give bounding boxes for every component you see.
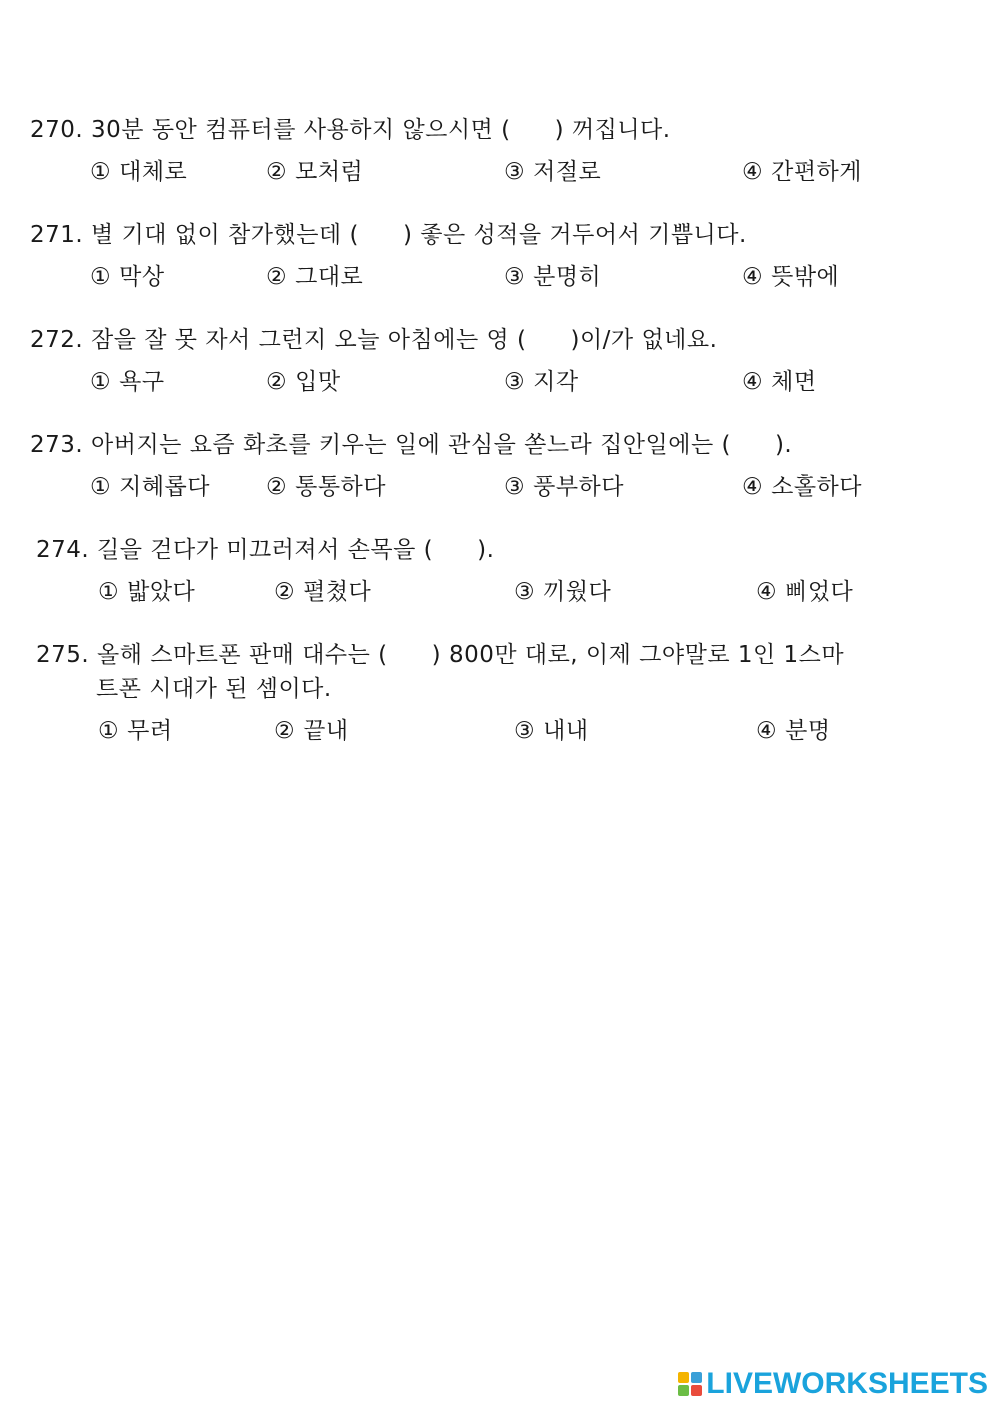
question-stem <box>30 218 970 252</box>
stem-text-after: ). <box>774 432 793 458</box>
choice-number: ④ <box>756 718 778 744</box>
choice-text: 소홀하다 <box>771 474 862 500</box>
question-stem <box>30 323 970 357</box>
choice-number: ② <box>266 474 288 500</box>
liveworksheets-logo[interactable] <box>678 1366 988 1402</box>
stem-text-after: ). <box>477 537 495 563</box>
choice-number: ④ <box>742 264 764 290</box>
choice-4[interactable] <box>756 712 831 750</box>
choice-3[interactable] <box>514 712 589 750</box>
stem-text-after: ) 꺼집니다. <box>554 117 671 143</box>
choice-2[interactable] <box>266 363 341 401</box>
choice-text: 내내 <box>543 718 589 744</box>
choice-number: ③ <box>504 474 526 500</box>
choice-number: ③ <box>504 369 526 395</box>
choice-number: ③ <box>504 264 526 290</box>
choice-text: 끝내 <box>303 718 349 744</box>
choice-3[interactable] <box>504 468 624 506</box>
choice-text: 무려 <box>127 718 173 744</box>
choice-text: 저절로 <box>533 159 602 185</box>
choice-text: 뜻밖에 <box>771 264 840 290</box>
choice-3[interactable] <box>504 363 579 401</box>
choice-4[interactable] <box>756 573 853 611</box>
stem-text-before: 아버지는 요즘 화초를 키우는 일에 관심을 쏟느라 집안일에는 ( <box>91 432 731 458</box>
question-274 <box>36 533 976 611</box>
choice-3[interactable] <box>514 573 611 611</box>
choice-4[interactable] <box>742 363 817 401</box>
choice-number: ① <box>90 474 112 500</box>
choice-text: 밟았다 <box>127 579 196 605</box>
choice-text: 통통하다 <box>295 474 386 500</box>
choice-text: 그대로 <box>295 264 364 290</box>
choice-number: ② <box>266 159 288 185</box>
choice-number: ① <box>98 579 120 605</box>
choice-text: 지혜롭다 <box>119 474 210 500</box>
choice-number: ④ <box>742 369 764 395</box>
question-stem <box>36 638 976 672</box>
choice-number: ③ <box>514 718 536 744</box>
stem-text-before: 잠을 잘 못 자서 그런지 오늘 아침에는 영 ( <box>91 327 527 353</box>
question-number: 272. <box>30 327 84 353</box>
stem-text-after: )이/가 없네요. <box>570 327 718 353</box>
choice-text: 막상 <box>119 264 165 290</box>
choice-number: ① <box>90 264 112 290</box>
question-number: 271. <box>30 222 84 248</box>
choice-1[interactable] <box>98 573 195 611</box>
choice-3[interactable] <box>504 153 601 191</box>
question-275 <box>36 638 976 750</box>
choice-text: 끼웠다 <box>543 579 612 605</box>
choice-number: ② <box>274 579 296 605</box>
question-stem <box>30 428 970 462</box>
choice-number: ② <box>274 718 296 744</box>
choice-3[interactable] <box>504 258 601 296</box>
choice-text: 모처럼 <box>295 159 364 185</box>
choice-number: ① <box>98 718 120 744</box>
choice-2[interactable] <box>274 712 349 750</box>
brand-name: LIVEWORKSHEETS <box>706 1367 988 1400</box>
question-272 <box>30 323 970 401</box>
choice-number: ③ <box>504 159 526 185</box>
stem-text-after: ) 800만 대로, 이제 그야말로 1인 1스마 <box>431 642 845 668</box>
choice-number: ② <box>266 264 288 290</box>
choice-number: ① <box>90 159 112 185</box>
choice-list <box>30 153 970 191</box>
choice-number: ① <box>90 369 112 395</box>
choice-2[interactable] <box>266 153 363 191</box>
choice-number: ④ <box>742 474 764 500</box>
choice-1[interactable] <box>90 258 165 296</box>
choice-1[interactable] <box>90 468 210 506</box>
question-stem <box>30 113 970 147</box>
stem-text-before: 별 기대 없이 참가했는데 ( <box>91 222 359 248</box>
question-number: 274. <box>36 537 90 563</box>
question-number: 273. <box>30 432 84 458</box>
choice-text: 대체로 <box>119 159 188 185</box>
question-270 <box>30 113 970 191</box>
choice-list <box>30 258 970 296</box>
question-number: 270. <box>30 117 84 143</box>
choice-1[interactable] <box>90 363 165 401</box>
question-273 <box>30 428 970 506</box>
choice-text: 입맛 <box>295 369 341 395</box>
choice-text: 체면 <box>771 369 817 395</box>
choice-text: 풍부하다 <box>533 474 624 500</box>
choice-4[interactable] <box>742 258 839 296</box>
choice-text: 분명 <box>785 718 831 744</box>
question-number: 275. <box>36 642 90 668</box>
question-stem <box>36 533 976 567</box>
stem-text-after: ) 좋은 성적을 거두어서 기쁩니다. <box>402 222 747 248</box>
choice-list <box>30 468 970 506</box>
stem-text-before: 30분 동안 컴퓨터를 사용하지 않으시면 ( <box>91 117 511 143</box>
choice-list <box>36 712 976 750</box>
choice-2[interactable] <box>266 258 363 296</box>
choice-list <box>36 573 976 611</box>
choice-2[interactable] <box>274 573 371 611</box>
choice-text: 지각 <box>533 369 579 395</box>
choice-list <box>30 363 970 401</box>
question-271 <box>30 218 970 296</box>
choice-text: 삐었다 <box>785 579 854 605</box>
choice-number: ③ <box>514 579 536 605</box>
choice-number: ④ <box>756 579 778 605</box>
choice-text: 펼쳤다 <box>303 579 372 605</box>
choice-4[interactable] <box>742 468 862 506</box>
choice-text: 분명히 <box>533 264 602 290</box>
stem-text-before: 올해 스마트폰 판매 대수는 ( <box>97 642 388 668</box>
stem-text-before: 길을 걷다가 미끄러져서 손목을 ( <box>97 537 434 563</box>
choice-2[interactable] <box>266 468 386 506</box>
choice-4[interactable] <box>742 153 862 191</box>
choice-number: ② <box>266 369 288 395</box>
choice-number: ④ <box>742 159 764 185</box>
choice-1[interactable] <box>98 712 173 750</box>
choice-1[interactable] <box>90 153 187 191</box>
choice-text: 간편하게 <box>771 159 862 185</box>
liveworksheets-logo-icon <box>678 1372 702 1396</box>
question-stem-continuation: 트폰 시대가 된 셈이다. <box>96 676 332 702</box>
choice-text: 욕구 <box>119 369 165 395</box>
